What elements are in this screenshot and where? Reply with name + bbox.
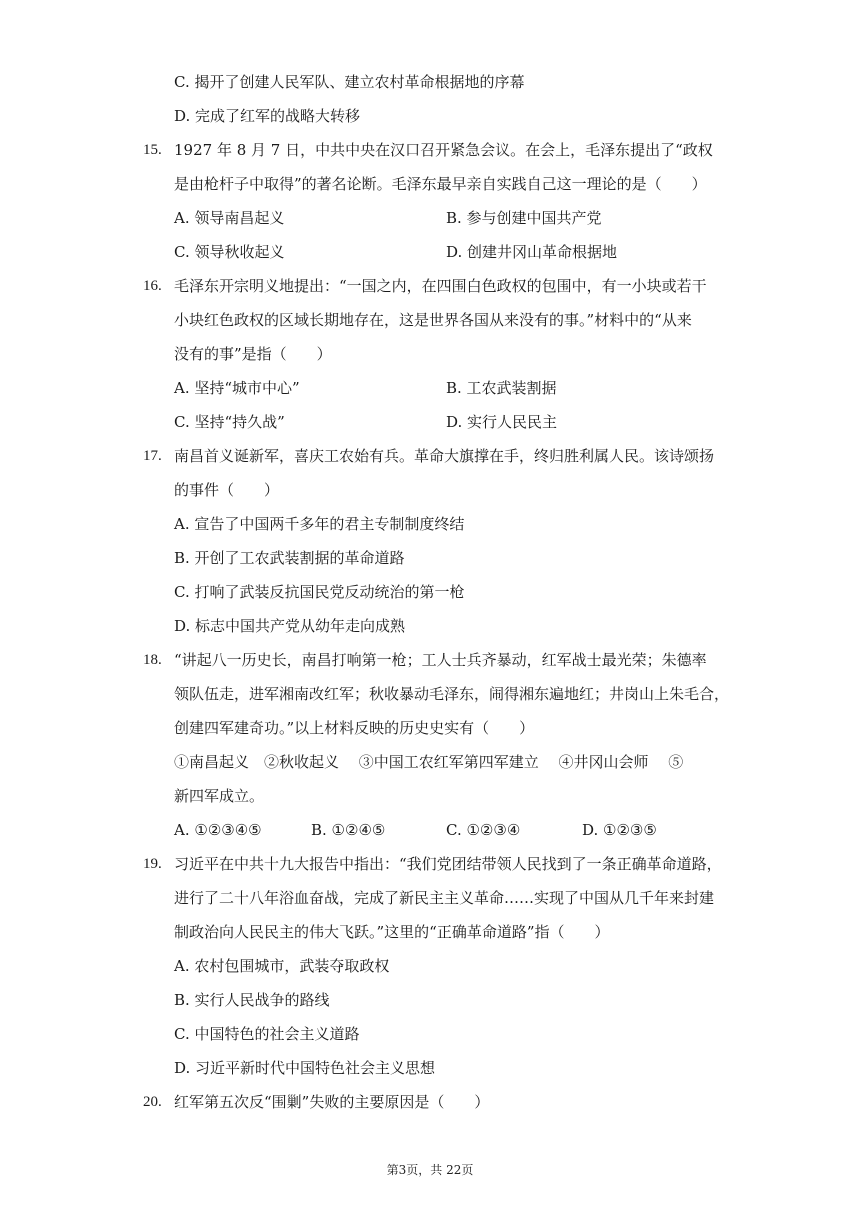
q18-stem-line2: 领队伍走，进军湘南改红军；秋收暴动毛泽东，闹得湘东遍地红；井岗山上朱毛合，	[174, 685, 730, 703]
q19-stem-line1: 习近平在中共十九大报告中指出：“我们党团结带领人民找到了一条正确革命道路，	[174, 855, 722, 873]
q17-stem-line2: 的事件（ ）	[174, 481, 280, 499]
q15-number: 15.	[143, 142, 162, 158]
q19-option-c: C. 中国特色的社会主义道路	[174, 1025, 360, 1043]
q19-option-b: B. 实行人民战争的路线	[174, 991, 330, 1009]
q18-option-d: D. ①②③⑤	[582, 821, 657, 839]
q15-option-b: B. 参与创建中国共产党	[446, 209, 602, 227]
q18-option-a: A. ①②③④⑤	[174, 821, 262, 839]
q15-stem-line2: 是由枪杆子中取得”的著名论断。毛泽东最早亲自实践自己这一理论的是（ ）	[174, 175, 707, 193]
q17-option-c: C. 打响了武装反抗国民党反动统治的第一枪	[174, 583, 465, 601]
q17-option-a: A. 宣告了中国两千多年的君主专制制度终结	[174, 515, 465, 533]
q18-option-c: C. ①②③④	[446, 821, 521, 839]
q16-stem-line3: 没有的事”是指（ ）	[174, 345, 332, 363]
q18-option-b: B. ①②④⑤	[311, 821, 386, 839]
q20-number: 20.	[143, 1094, 162, 1110]
q15-option-c: C. 领导秋收起义	[174, 243, 285, 261]
q17-number: 17.	[143, 448, 162, 464]
q16-option-d: D. 实行人民民主	[446, 413, 558, 431]
q17-stem-line1: 南昌首义诞新军，喜庆工农始有兵。革命大旗撑在手，终归胜利属人民。该诗颂扬	[174, 447, 715, 465]
q14-option-d: D. 完成了红军的战略大转移	[174, 107, 361, 125]
page-footer: 第3页，共 22页	[386, 1163, 474, 1177]
q19-stem-line3: 制政治向人民民主的伟大飞跃。”这里的“正确革命道路”指（ ）	[174, 923, 610, 941]
q14-option-c: C. 揭开了创建人民军队、建立农村革命根据地的序幕	[174, 73, 525, 91]
q19-number: 19.	[143, 856, 162, 872]
q18-items-line1: ①南昌起义 ②秋收起义 ③中国工农红军第四军建立 ④井冈山会师 ⑤	[174, 753, 684, 771]
q15-option-a: A. 领导南昌起义	[174, 209, 285, 227]
q17-option-d: D. 标志中国共产党从幼年走向成熟	[174, 617, 406, 635]
q18-number: 18.	[143, 652, 162, 668]
q17-option-b: B. 开创了工农武装割据的革命道路	[174, 549, 405, 567]
q18-stem-line1: “讲起八一历史长，南昌打响第一枪；工人士兵齐暴动，红军战士最光荣；朱德率	[174, 651, 707, 669]
q16-number: 16.	[143, 278, 162, 294]
q19-option-d: D. 习近平新时代中国特色社会主义思想	[174, 1059, 436, 1077]
q16-option-c: C. 坚持“持久战”	[174, 413, 285, 431]
q16-stem-line2: 小块红色政权的区域长期地存在，这是世界各国从来没有的事。”材料中的“从来	[174, 311, 692, 329]
q16-option-b: B. 工农武装割据	[446, 379, 557, 397]
q19-stem-line2: 进行了二十八年浴血奋战，完成了新民主主义革命……实现了中国从几千年来封建	[174, 889, 715, 907]
q15-option-d: D. 创建井冈山革命根据地	[446, 243, 618, 261]
q18-stem-line3: 创建四军建奇功。”以上材料反映的历史史实有（ ）	[174, 719, 535, 737]
q19-option-a: A. 农村包围城市，武装夺取政权	[174, 957, 390, 975]
q16-stem-line1: 毛泽东开宗明义地提出：“一国之内，在四围白色政权的包围中，有一小块或若干	[174, 277, 707, 295]
q15-stem-line1: 1927 年 8 月 7 日，中共中央在汉口召开紧急会议。在会上，毛泽东提出了“政权	[174, 141, 713, 159]
q16-option-a: A. 坚持“城市中心”	[174, 379, 300, 397]
q20-stem-line1: 红军第五次反“围剿”失败的主要原因是（ ）	[174, 1093, 490, 1111]
q18-items-line2: 新四军成立。	[174, 787, 265, 805]
